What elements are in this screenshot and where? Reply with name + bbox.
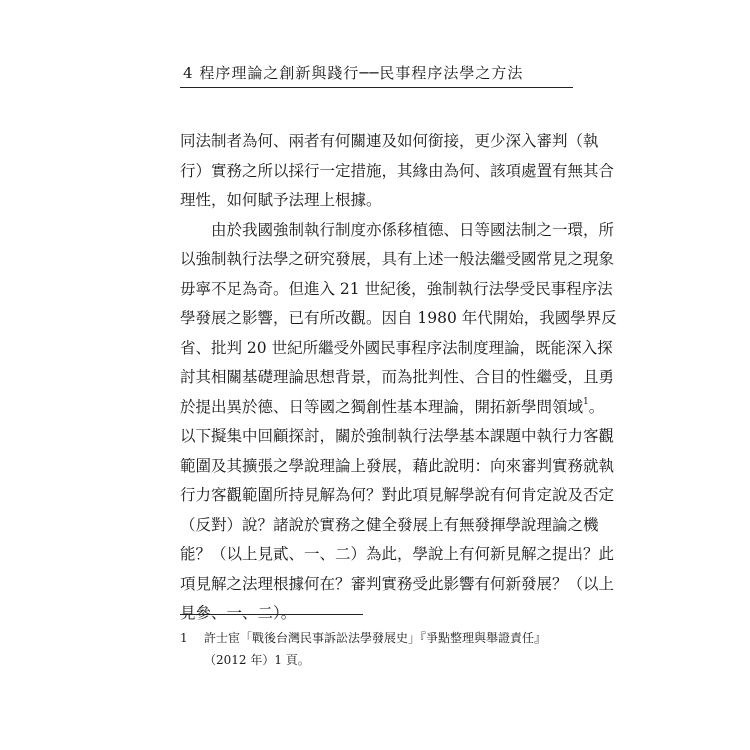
footnote [180,627,580,671]
header-rule [180,87,573,88]
text-line: 行）實務之所以採行一定措施，其緣由為何、該項處置有無其合 [180,161,615,180]
body-text [180,127,617,629]
text-line-with-footnote [180,393,605,423]
text-segment: 。 [588,397,605,416]
text-line: 同法制者為何、兩者有何關連及如何銜接，更少深入審判（執 [180,132,599,150]
text-line: 範圍及其擴張之學說理論上發展，藉此說明：向來審判實務就執 [180,456,615,475]
page-number: 4 [183,64,194,82]
footnote-text: （2012 年）1 頁。 [204,653,310,667]
text-line: 行力客觀範圍所持見解為何？對此項見解學說有何肯定說及否定 [180,486,615,504]
footnote-reference[interactable]: 1 [583,396,589,407]
footnote-text: 許士宦「戰後台灣民事訴訟法學發展史」『爭點整理與舉證責任』 [204,631,547,645]
text-line: 以強制執行法學之研究發展，具有上述一般法繼受國常見之現象 [180,250,615,268]
text-line: 毋寧不足為奇。但進入 21 世紀後，強制執行法學受民事程序法 [180,279,613,298]
footnote-line [180,649,580,671]
text-line: （反對）說？諸說於實務之健全發展上有無發揮學說理論之機 [180,515,599,534]
text-line: 討其相關基礎理論思想背景，而為批判性、合目的性繼受，且勇 [180,368,615,386]
running-head-title: 程序理論之創新與踐行──民事程序法學之方法 [199,64,524,82]
running-head [183,62,523,83]
text-line: 見參、一、二）。 [180,604,297,622]
footnote-rule [180,614,363,615]
text-line: 理性，如何賦予法理上根據。 [180,191,382,209]
text-line: 省、批判 20 世紀所繼受外國民事程序法制度理論，既能深入探 [180,338,613,357]
text-line: 項見解之法理根據何在？審判實務受此影響有何新發展？（以上 [180,574,615,593]
footnote-number: 1 [180,631,188,645]
text-segment: 於提出異於德、日等國之獨創性基本理論，開拓新學問領域 [180,397,584,416]
text-line: 以下擬集中回顧探討，關於強制執行法學基本課題中執行力客觀 [180,427,615,445]
text-line: 由於我國強制執行制度亦係移植德、日等國法制之一環，所 [180,220,615,239]
footnote-line [180,627,580,649]
text-line: 能？（以上見貳、一、二）為此，學說上有何新見解之提出？此 [180,545,615,563]
text-line: 學發展之影響，已有所改觀。因自 1980 年代開始，我國學界反 [180,309,617,327]
